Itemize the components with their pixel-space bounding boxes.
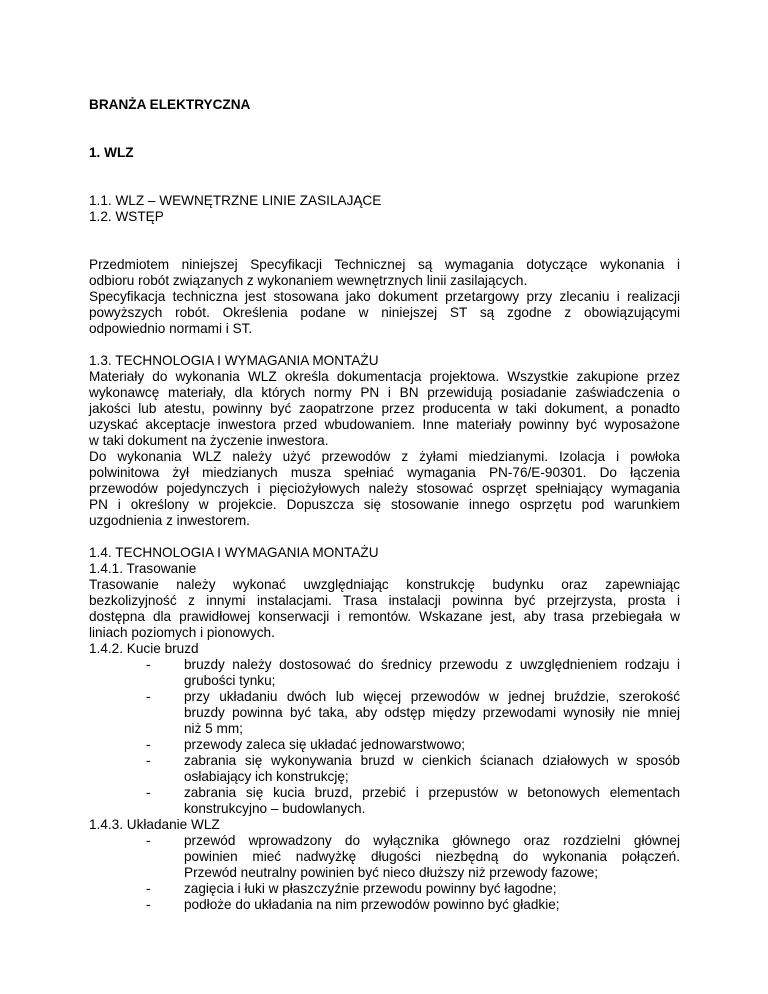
text-line: Materiały do wykonania WLZ określa dokumentacja projektowa. Wszystkie zakupione przez <box>89 369 680 384</box>
section-1-title: 1. WLZ <box>89 145 134 160</box>
text-line: Do wykonania WLZ należy użyć przewodów z żyłami miedzianymi. Izolacja i powłoka <box>89 449 680 464</box>
text-line: odbioru robót związanych z wykonaniem wewnętrznych linii zasilających. <box>89 273 528 288</box>
text-line: Specyfikacja techniczna jest stosowana jako dokument przetargowy przy zlecaniu i realizacji <box>89 289 680 304</box>
text-line: przewodów pojedynczych i pięciożyłowych należy stosować osprzęt spełniający wymagania <box>89 481 680 496</box>
text-line: uzyskać akceptacje inwestora przed wbudowaniem. Inne materiały powinny być wyposażone <box>89 417 680 432</box>
text-line: liniach poziomych i pionowych. <box>89 625 275 640</box>
text-line: niż 5 mm; <box>184 721 243 736</box>
text-line: osłabiający ich konstrukcję; <box>184 769 349 784</box>
bullet-dash: - <box>146 657 151 672</box>
text-line: zabrania się kucia bruzd, przebić i przepustów w betonowych elementach <box>184 785 680 800</box>
trasowanie-paragraph <box>89 577 680 641</box>
subsection-1-4-1-title: 1.4.1. Trasowanie <box>89 561 197 576</box>
text-line: Przewód neutralny powinien być nieco dłuższy niż przewody fazowe; <box>184 865 599 880</box>
bullet-dash: - <box>146 881 151 896</box>
intro-paragraph <box>89 257 680 337</box>
bullet-dash: - <box>146 689 151 704</box>
text-line: polwinitowa żył miedzianych musza spełniać wymagania PN-76/E-90301. Do łączenia <box>89 465 680 480</box>
text-line: przewód wprowadzony do wyłącznika głównego oraz rozdzielni głównej <box>184 833 680 848</box>
text-line: wykonawcę materiały, dla których normy PN i BN przewidują posiadanie zaświadczenia o <box>89 385 680 400</box>
text-line: bezkolizyjność z innymi instalacjami. Trasa instalacji powinna być przejrzysta, prosta i <box>89 593 680 608</box>
text-line: zagięcia i łuki w płaszczyźnie przewodu powinny być łagodne; <box>184 881 557 896</box>
subsection-1-4-2-title: 1.4.2. Kucie bruzd <box>89 641 199 656</box>
bullet-dash: - <box>146 737 151 752</box>
toc-item-1-1: 1.1. WLZ – WEWNĘTRZNE LINIE ZASILAJĄCE <box>89 193 382 208</box>
text-line: przewody zaleca się układać jednowarstwowo; <box>184 737 466 752</box>
text-line: uzgodnienia z inwestorem. <box>89 513 250 528</box>
text-line: jakości lub atestu, powinny być zaopatrzone przez producenta w taki dokument, a ponadto <box>89 401 680 416</box>
bullet-dash: - <box>146 833 151 848</box>
text-line: grubości tynku; <box>184 673 276 688</box>
text-line: w taki dokument na życzenie inwestora. <box>89 433 329 448</box>
document-heading: BRANŻA ELEKTRYCZNA <box>89 97 251 112</box>
text-line: bruzdy powinna być taka, aby odstęp między przewodami wynosiły nie mniej <box>184 705 680 720</box>
text-line: powinien mieć nadwyżkę długości niezbędną do wykonania połączeń. <box>184 849 680 864</box>
text-line: dostępna dla prawidłowej konserwacji i remontów. Wskazane jest, aby trasa przebiegała w <box>89 609 680 624</box>
section-1-3-paragraph <box>89 369 680 529</box>
text-line: konstrukcyjno – budowlanych. <box>184 801 366 816</box>
bullet-dash: - <box>146 897 151 912</box>
text-line: Trasowanie należy wykonać uwzględniając konstrukcję budynku oraz zapewniając <box>89 577 680 592</box>
toc-item-1-2: 1.2. WSTĘP <box>89 209 164 224</box>
text-line: bruzdy należy dostosować do średnicy przewodu z uwzględnieniem rodzaju i <box>184 657 680 672</box>
text-line: powyższych robót. Określenia podane w niniejszej ST są zgodne z obowiązującymi <box>89 305 680 320</box>
text-line: zabrania się wykonywania bruzd w cienkich ścianach działowych w sposób <box>184 753 680 768</box>
text-line: odpowiednio normami i ST. <box>89 321 253 336</box>
text-line: Przedmiotem niniejszej Specyfikacji Technicznej są wymagania dotyczące wykonania i <box>89 257 680 272</box>
text-line: przy układaniu dwóch lub więcej przewodów w jednej bruździe, szerokość <box>184 689 680 704</box>
subsection-1-4-3-title: 1.4.3. Układanie WLZ <box>89 817 220 832</box>
section-1-3-title: 1.3. TECHNOLOGIA I WYMAGANIA MONTAŻU <box>89 353 379 368</box>
text-line: PN i określony w projekcie. Dopuszcza się stosowanie innego osprzętu pod warunkiem <box>89 497 680 512</box>
section-1-4-title: 1.4. TECHNOLOGIA I WYMAGANIA MONTAŻU <box>89 545 379 560</box>
bullet-dash: - <box>146 753 151 768</box>
text-line: podłoże do układania na nim przewodów powinno być gładkie; <box>184 897 560 912</box>
bullet-dash: - <box>146 785 151 800</box>
